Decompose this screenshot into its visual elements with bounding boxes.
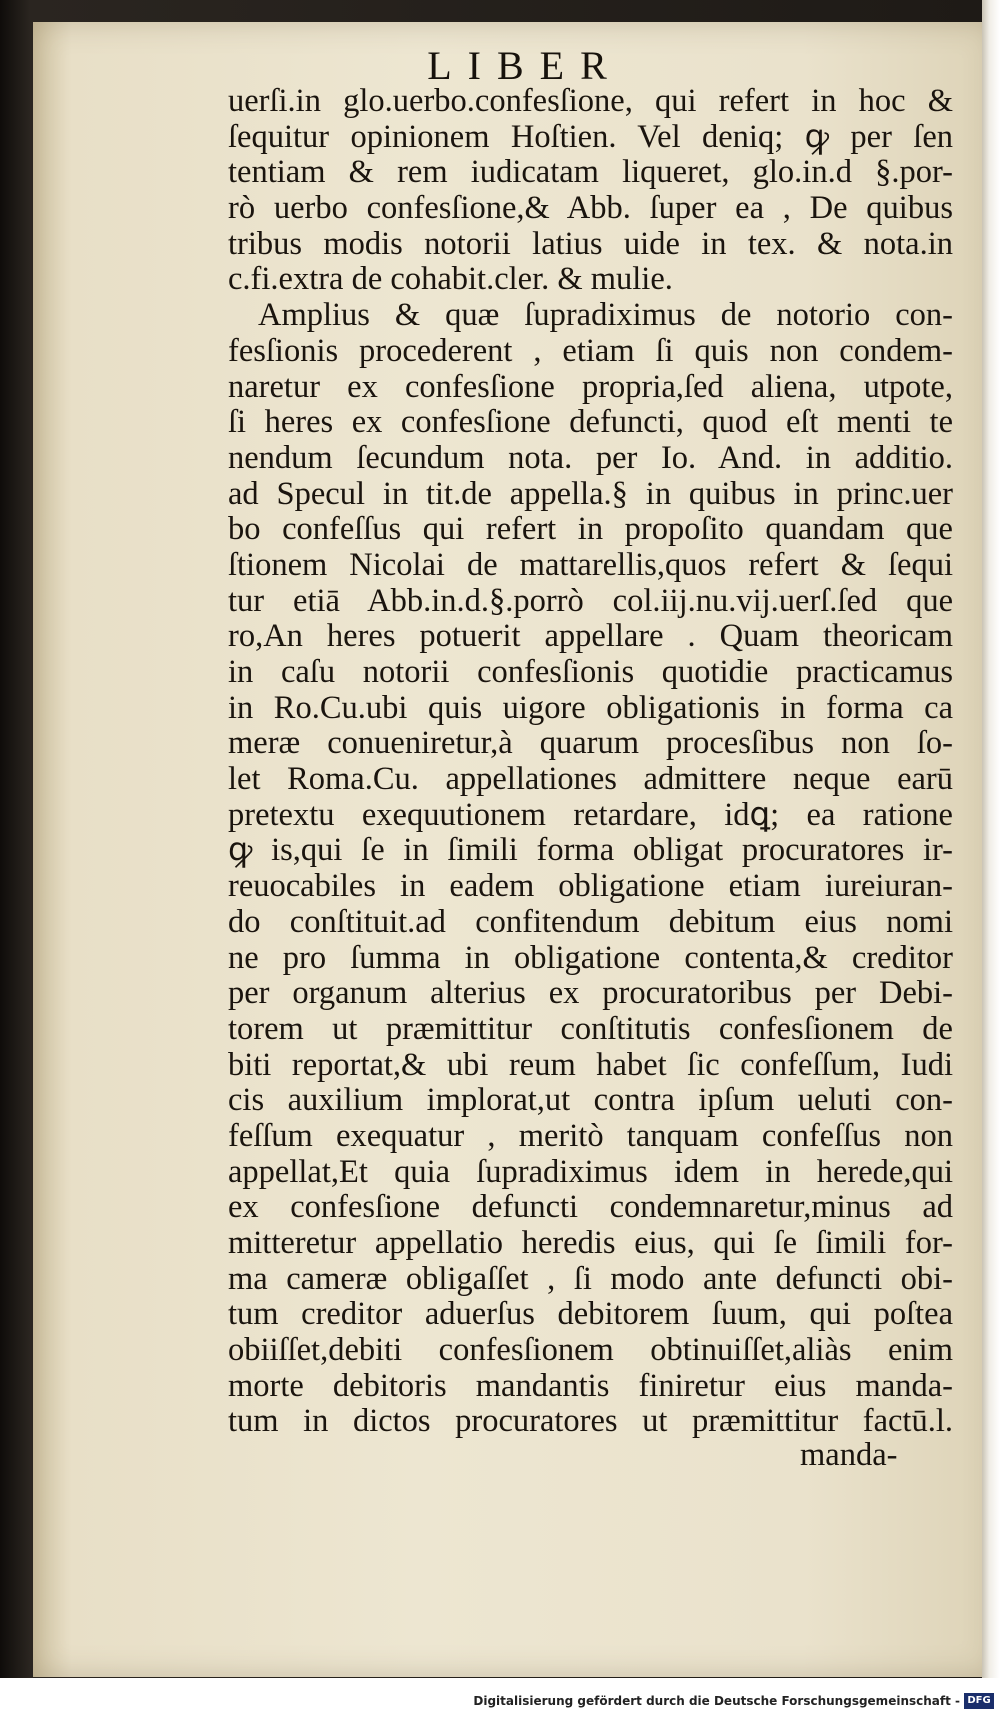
digitization-footer [0,1678,1000,1718]
text-line: per organum alterius ex procuratoribus per Debi- [228,975,953,1012]
text-line: torem ut præmittitur conſtitutis confesſionem de [228,1010,953,1047]
text-line: ad Specul in tit.de appella.§ in quibus in princ.uer [228,475,953,512]
text-line: cis auxilium implorat,ut contra ipſum ueluti con- [228,1082,953,1119]
text-line: feſſum exequatur , meritò tanquam confeſſus non [228,1117,953,1154]
text-line: reuocabiles in eadem obligatione etiam iureiuran- [228,868,953,905]
text-line: fesſionis procederent , etiam ſi quis non condem- [228,332,953,369]
text-line: ne pro ſumma in obligatione contenta,& creditor [228,939,953,976]
text-line: tum creditor aduerſus debitorem ſuum, qui poſtea [228,1296,953,1333]
footer-credit: Digitalisierung gefördert durch die Deutsche Forschungsgemeinschaft - [473,1694,960,1708]
text-line: meræ conueniretur,à quarum procesſibus non ſo- [228,725,953,762]
text-line: pretextu exequutionem retardare, idꝗ; ea ratione [228,796,953,833]
text-line: tentiam & rem iudicatam liqueret, glo.in.d §.por- [228,154,953,191]
page-edge [982,0,1000,1690]
text-line: tribus modis notorii latius uide in tex. & nota.in [228,225,953,262]
text-line: ſtionem Nicolai de mattarellis,quos refert & ſequi [228,546,953,583]
text-line: ſequitur opinionem Hoſtien. Vel deniq; ꝙ per ſen [228,118,953,155]
running-head: LIBER [427,43,623,88]
text-line: ſi heres ex confesſione defuncti, quod eſt menti te [228,404,953,441]
text-line: tum in dictos procuratores ut præmittitur factū.l. [228,1403,953,1440]
text-line: let Roma.Cu. appellationes admittere neque earū [228,761,953,798]
catchword: manda- [800,1437,898,1473]
text-line: rò uerbo confesſione,& Abb. ſuper ea , De quibus [228,190,953,227]
body-text [228,84,953,1440]
text-line: ro,An heres potuerit appellare . Quam theoricam [228,618,953,655]
text-line: in caſu notorii confesſionis quotidie practicamus [228,654,953,690]
text-line: Amplius & quæ ſupradiximus de notorio con- [258,297,953,334]
dfg-logo: DFG [964,1693,994,1709]
text-line: do conſtituit.ad confitendum debitum eius nomi [228,903,953,940]
text-line: ma cameræ obligaſſet , ſi modo ante defuncti obi- [228,1260,953,1297]
text-line: biti reportat,& ubi reum habet ſic confeſſum, Iudi [228,1046,953,1083]
text-line: appellat,Et quia ſupradiximus idem in herede,qui [228,1153,953,1190]
text-line: ꝙ is,qui ſe in ſimili forma obligat procuratores ir- [228,832,953,869]
text-line: nendum ſecundum nota. per Io. And. in additio. [228,439,953,476]
text-line: ex confesſione defuncti condemnaretur,minus ad [228,1189,953,1226]
text-line: mitteretur appellatio heredis eius, qui ſe ſimili for- [228,1225,953,1261]
text-line: c.fi.extra de cohabit.cler. & mulie. [228,261,673,298]
text-line: morte debitoris mandantis finiretur eius manda- [228,1367,953,1404]
text-line: tur etiā Abb.in.d.§.porrò col.iij.nu.vij.uerſ.ſed que [228,582,953,619]
text-line: obiiſſet,debiti confesſionem obtinuiſſet,aliàs enim [228,1332,953,1369]
text-line: in Ro.Cu.ubi quis uigore obligationis in forma ca [228,689,953,726]
text-line: uerſi.in glo.uerbo.confesſione, qui refert in hoc & [228,83,953,119]
text-line: bo confeſſus qui refert in propoſito quandam que [228,511,953,548]
text-line: naretur ex confesſione propria,ſed aliena, utpote, [228,368,953,405]
